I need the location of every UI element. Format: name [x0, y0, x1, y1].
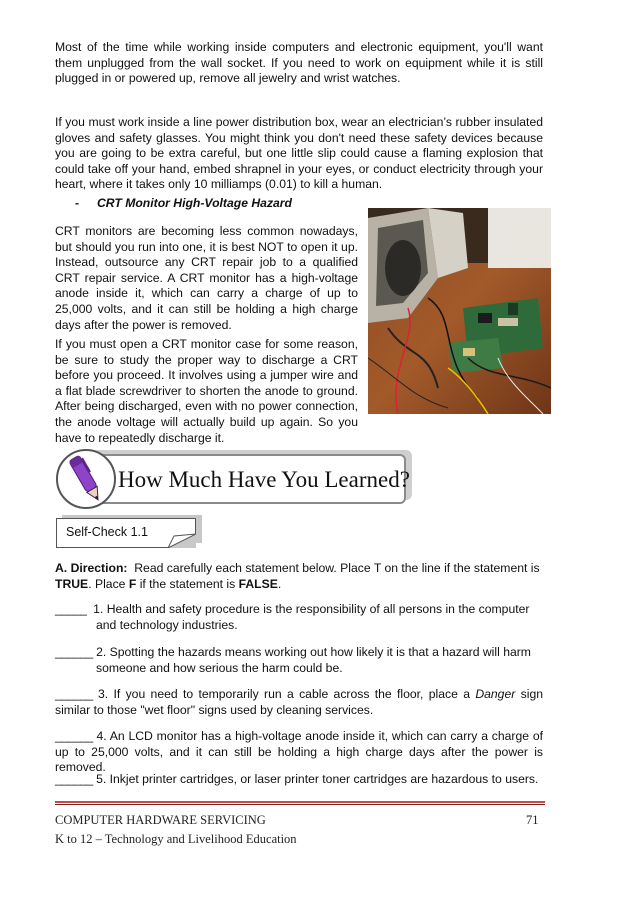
question-2-text: 2. Spotting the hazards means working out how likely it is that a hazard will harm [96, 645, 531, 659]
question-5 [55, 772, 543, 788]
question-2 [55, 645, 543, 676]
answer-blank-3[interactable]: ______ [55, 687, 93, 701]
direction-text-1: Read carefully each statement below. Place T on the line if the statement is [134, 561, 540, 575]
paragraph-unplug: Most of the time while working inside computers and electronic equipment, you'll want them unplugged from the wall socket. If you need to work on equipment while it is still plugged in or powered up, remove all jewelry and wrist watches. [55, 40, 543, 86]
crt-section-heading [75, 196, 292, 212]
answer-blank-4[interactable]: ______ [55, 729, 93, 743]
footer-rule [55, 801, 545, 803]
question-3 [55, 687, 543, 718]
paragraph-crt-intro: CRT monitors are becoming less common nowadays, but should you run into one, it is best NOT to open it up. Instead, outsource any CRT repair job to a qualified CRT repair service. A CRT monitor has a high-voltage anode inside it, which can carry a charge of up to 25,000 volts, and it can still be holding a high charge days after the power is removed. [55, 224, 358, 332]
direction-text-3: if the statement is [139, 576, 236, 591]
paragraph-crt-discharge: If you must open a CRT monitor case for some reason, be sure to study the proper way to discharge a CRT before you proceed. It involves using a jumper wire and a flat blade screwdriver to shorten the anode to ground. After being discharged, even with no power connection, the anode voltage will actually build up again. So you have to repeatedly discharge it. [55, 337, 358, 445]
answer-blank-2[interactable]: ______ [55, 645, 93, 659]
direction-text-4: . [277, 576, 282, 591]
direction-text-2: . Place [88, 576, 126, 591]
heading-dash: - [75, 196, 80, 210]
direction-text [55, 561, 543, 592]
question-3-text-b: sign similar to those "wet floor" signs used by cleaning services. [55, 687, 543, 717]
footer-text [55, 811, 297, 849]
question-1-text: 1. Health and safety procedure is the responsibility of all persons in the computer [93, 602, 530, 616]
question-5-text: 5. Inkjet printer cartridges, or laser printer toner cartridges are hazardous to users. [96, 772, 539, 786]
banner-title: How Much Have You Learned? [118, 467, 410, 492]
question-3-text-a: 3. If you need to temporarily run a cable across the floor, place a [98, 687, 470, 701]
danger-word: Danger [475, 687, 516, 701]
footer-course-title: COMPUTER HARDWARE SERVICING [55, 813, 266, 827]
question-4-text: 4. An LCD monitor has a high-voltage anode inside it, which can carry a charge of up to 25,000 volts, and it can still be holding a high charge days after the power is removed. [55, 729, 544, 775]
question-1-cont: and technology industries. [96, 617, 238, 632]
answer-blank-5[interactable]: ______ [55, 772, 93, 786]
true-word: TRUE [55, 576, 89, 591]
question-2-cont: someone and how serious the harm could be. [96, 660, 343, 675]
question-4 [55, 729, 543, 776]
page-number: 71 [526, 813, 539, 827]
crt-monitor-photo [368, 208, 551, 414]
crt-heading-text: CRT Monitor High-Voltage Hazard [97, 196, 292, 210]
direction-prefix: A. Direction: [55, 561, 128, 575]
paragraph-power-box: If you must work inside a line power distribution box, wear an electrician’s rubber insulated gloves and safety glasses. You might think you don't need these safety devices because you are going to be extra careful, but one little slip could cause a flaming explosion that could take off your hand, embed shrapnel in your eyes, or conduct electricity through your heart, where it takes only 10 milliamps (0.01) to kill a human. [55, 115, 543, 192]
f-letter: F [128, 576, 137, 591]
footer-rule-dark [55, 804, 545, 805]
footer-program: K to 12 – Technology and Livelihood Education [55, 832, 297, 846]
false-word: FALSE [238, 576, 278, 591]
pen-icon [56, 449, 116, 509]
self-check-label: Self-Check 1.1 [66, 525, 148, 539]
answer-blank-1[interactable]: _____ [55, 602, 87, 616]
question-1 [55, 602, 543, 633]
